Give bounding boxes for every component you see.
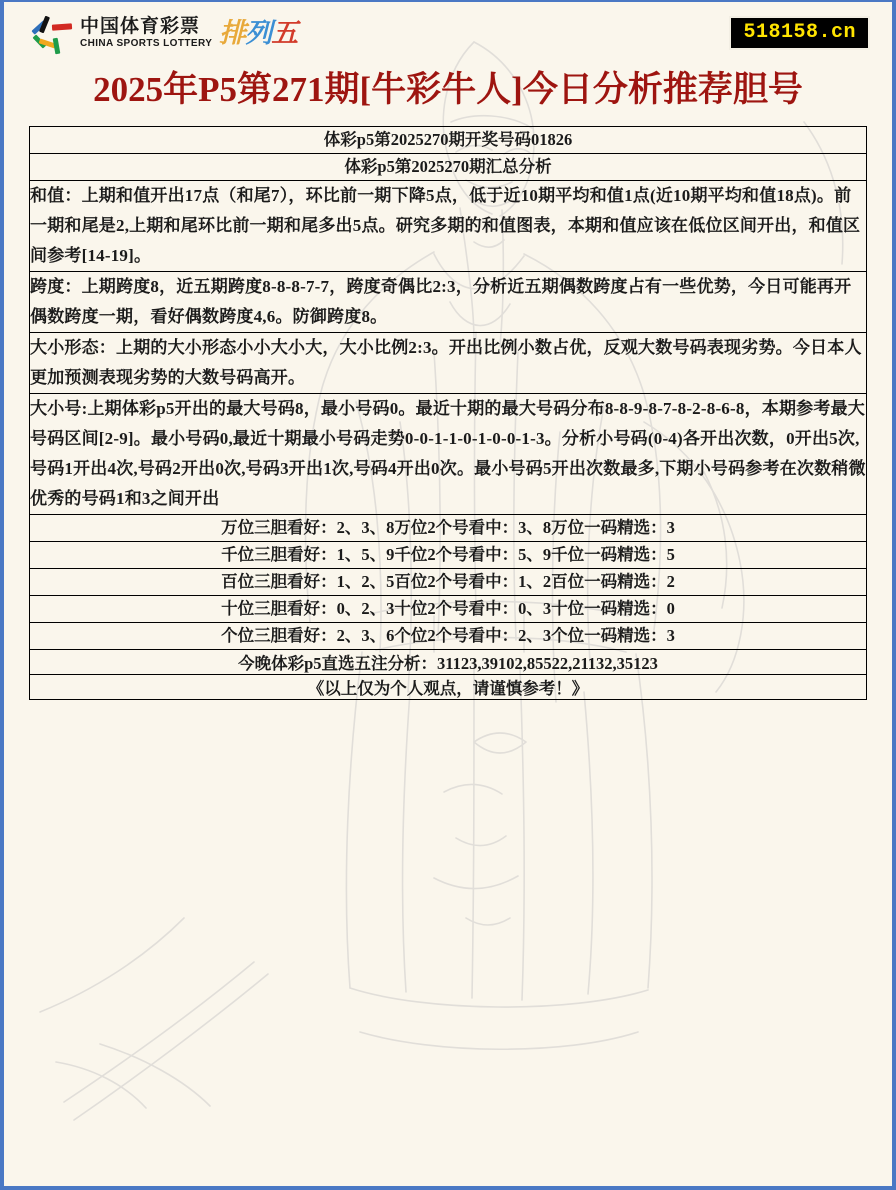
table-row-sum-value [30,181,867,272]
lottery-emblem-icon [30,13,74,53]
table-row-disclaimer [30,675,867,700]
logo-game-name [219,18,297,48]
pick-bai-cell: 百位三胆看好：1、2、5百位2个号看中：1、2百位一码精选：2 [30,569,867,596]
draw-result-cell: 体彩p5第2025270期开奖号码01826 [30,127,867,154]
site-url-badge: 518158.cn [729,16,870,50]
table-row-size-pattern [30,333,867,394]
table-row-draw-result [30,127,867,154]
table-row-pick-shi [30,596,867,623]
table-row-direct-selection [30,650,867,675]
page-title: 2025年P5第271期[牛彩牛人]今日分析推荐胆号 [93,70,803,109]
table-row-size-number [30,394,867,515]
china-sports-lottery-logo [30,10,297,56]
table-row-summary-heading [30,154,867,181]
page-header [4,2,892,64]
pick-ge-cell: 个位三胆看好：2、3、6个位2个号看中：2、3个位一码精选：3 [30,623,867,650]
table-row-pick-wan [30,515,867,542]
table-row-pick-bai [30,569,867,596]
analysis-table [29,126,867,700]
pick-shi-cell: 十位三胆看好：0、2、3十位2个号看中：0、3十位一码精选：0 [30,596,867,623]
disclaimer-cell: 《以上仅为个人观点，请谨慎参考！》 [30,675,867,700]
pick-wan-cell: 万位三胆看好：2、3、8万位2个号看中：3、8万位一码精选：3 [30,515,867,542]
page-paper [4,2,892,1186]
table-row-span [30,272,867,333]
logo-org-name-en: CHINA SPORTS LOTTERY [80,37,213,49]
logo-game-char-1: 排 [219,18,246,48]
size-number-paragraph: 大小号:上期体彩p5开出的最大号码8，最小号码0。最近十期的最大号码分布8-8-9-8-7-8-2-8-6-8，本期参考最大号码区间[2-9]。最小号码0,最近十期最小号码走势0-0-1-1-0-1-0-0-1-3。分析小号码(0-4)各开出次数，0开出5次,号码1开出4次,号码2开出0次,号码3开出1次,号码4开出0次。最小号码5开出次数最多,下期小号码参考在次数稍微优秀的号码1和3之间开出 [30,394,867,515]
sum-value-paragraph: 和值：上期和值开出17点（和尾7），环比前一期下降5点，低于近10期平均和值1点(近10期平均和值18点)。前一期和尾是2,上期和尾环比前一期和尾多出5点。研究多期的和值图表，本期和值应该在低位区间开出，和值区间参考[14-19]。 [30,181,867,272]
summary-heading-cell: 体彩p5第2025270期汇总分析 [30,154,867,181]
size-pattern-paragraph: 大小形态：上期的大小形态小小大小大，大小比例2:3。开出比例小数占优，反观大数号码表现劣势。今日本人更加预测表现劣势的大数号码高开。 [30,333,867,394]
table-row-pick-qian [30,542,867,569]
pick-qian-cell: 千位三胆看好：1、5、9千位2个号看中：5、9千位一码精选：5 [30,542,867,569]
table-row-pick-ge [30,623,867,650]
span-paragraph: 跨度：上期跨度8，近五期跨度8-8-8-7-7，跨度奇偶比2:3，分析近五期偶数跨度占有一些优势，今日可能再开偶数跨度一期，看好偶数跨度4,6。防御跨度8。 [30,272,867,333]
direct-selection-cell: 今晚体彩p5直选五注分析：31123,39102,85522,21132,35123 [30,650,867,675]
logo-game-char-3: 五 [271,18,298,48]
logo-org-name-cn: 中国体育彩票 [80,15,201,37]
logo-game-char-2: 列 [245,18,272,48]
